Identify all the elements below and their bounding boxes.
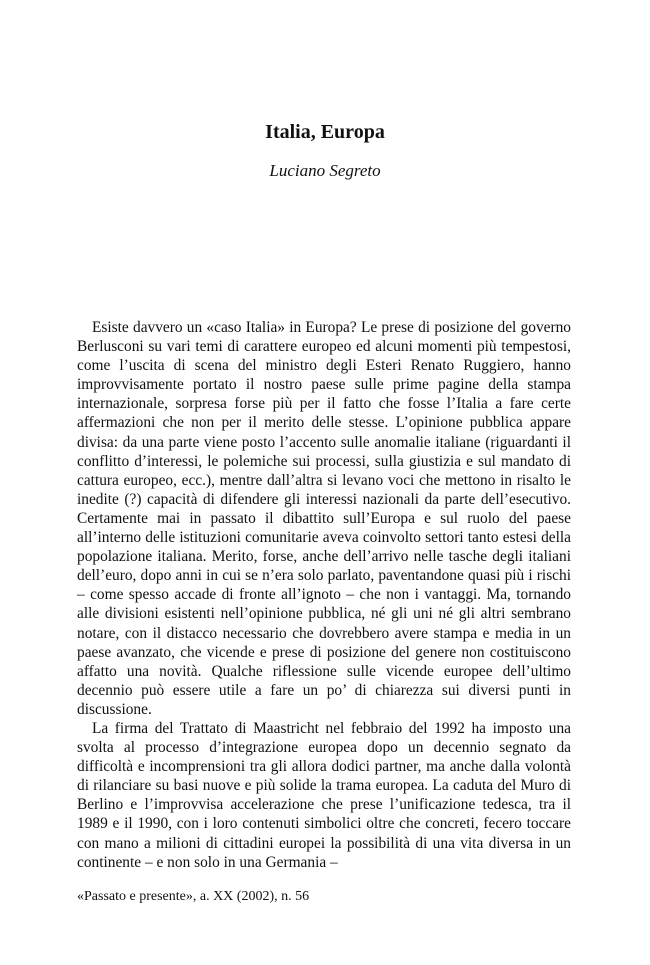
journal-citation: «Passato e presente», a. XX (2002), n. 56 [77, 889, 310, 904]
article-author: Luciano Segreto [269, 161, 381, 180]
body-paragraph: Esiste davvero un «caso Italia» in Europa? Le prese di posizione del governo Berlusconi su vari temi di carattere europeo ed alcuni momenti più tempestosi, come l’uscita di scena del ministro degli Esteri Renato Ruggiero, hanno improvvisamente portato il nostro paese sulle prime pagine della stampa internazionale, sorpresa forse più per il fatto che fosse l’Italia a fare certe affermazioni che non per il merito delle stesse. L’opinione pubblica appare divisa: da una parte viene posto l’accento sulle anomalie italiane (riguardanti il conflitto d’interessi, le polemiche sui processi, sulla giustizia e sul mandato di cattura europeo, ecc.), mentre dall’altra si levano voci che mettono in risalto le inedite (?) capacità di difendere gli interessi nazionali da parte dell’esecutivo. Certamente mai in passato il dibattito sull’Europa e sul ruolo del paese all’interno delle istituzioni comunitarie aveva coinvolto settori tanto estesi della popolazione italiana. Merito, forse, anche dell’arrivo nelle tasche degli italiani dell’euro, dopo anni in cui se n’era solo parlato, paventandone quasi più i rischi – come spesso accade di fronte all’ignoto – che non i vantaggi. Ma, tornando alle divisioni esistenti nell’opinione pubblica, né gli uni né gli altri sembrano notare, con il distacco necessario che dovrebbero avere stampa e media in un paese avanzato, che vicende e prese di posizione del genere non costituiscono affatto una novità. Qualche riflessione sulle vicende europee dell’ultimo decennio può essere utile a fare un po’ di chiarezza sui diversi punti in discussione. [77, 319, 571, 718]
article-body [77, 318, 571, 872]
body-paragraph: La firma del Trattato di Maastricht nel febbraio del 1992 ha imposto una svolta al processo d’integrazione europea dopo un decennio segnato da difficoltà e incomprensioni tra gli allora dodici partner, ma anche dalla volontà di rilanciare su basi nuove e più solide la trama europea. La caduta del Muro di Berlino e l’improvvisa accelerazione che prese l’unificazione tedesca, tra il 1989 e il 1990, con i loro contenuti simbolici oltre che concreti, fecero toccare con mano a milioni di cittadini europei la possibilità di una vita diversa in un continente – e non solo in una Germania – [77, 719, 571, 871]
article-title: Italia, Europa [265, 121, 385, 143]
